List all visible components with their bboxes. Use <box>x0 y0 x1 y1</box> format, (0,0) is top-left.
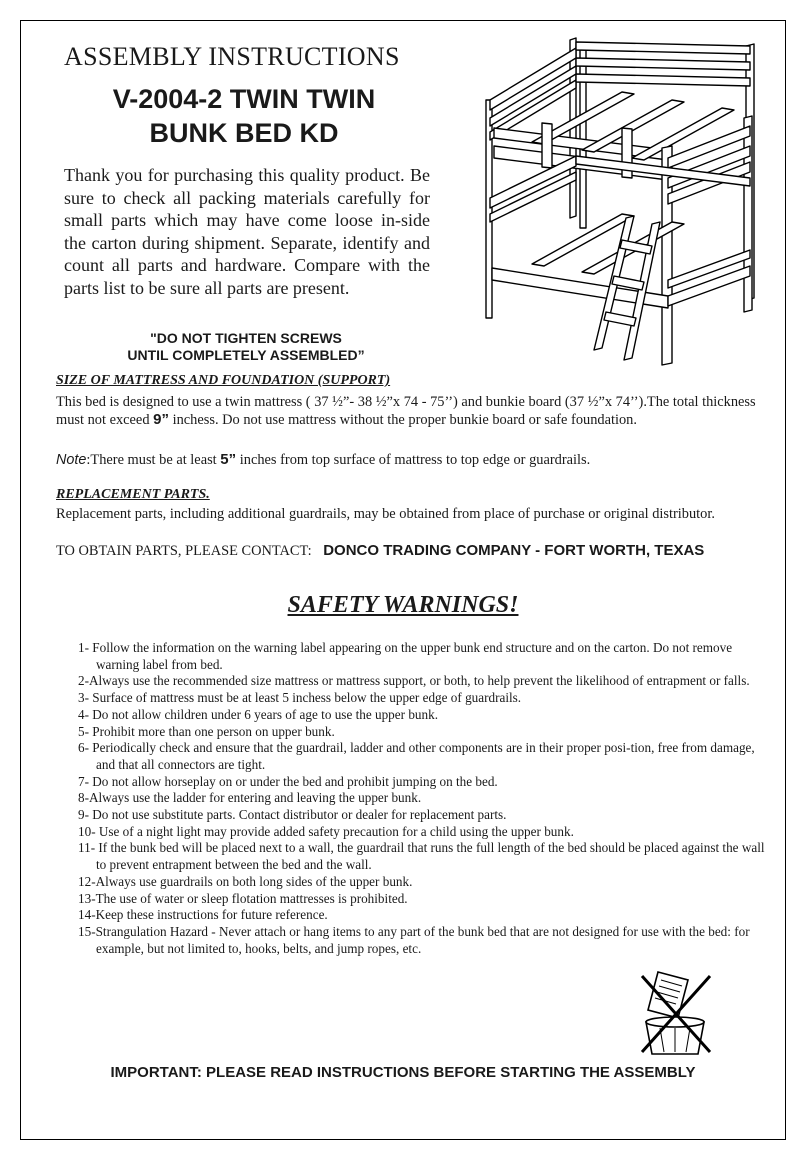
list-item: 12-Always use guardrails on both long sides of the upper bunk. <box>78 873 413 889</box>
list-item: 5- Prohibit more than one person on upper bunk. <box>78 723 335 739</box>
list-item: 14-Keep these instructions for future reference. <box>78 907 328 923</box>
document-title: ASSEMBLY INSTRUCTIONS <box>64 42 400 71</box>
note-text-part1: :There must be at least <box>86 452 217 468</box>
list-item: 4- Do not allow children under 6 years of age to use the upper bunk. <box>78 706 438 722</box>
mattress-text <box>56 394 770 429</box>
mattress-note <box>56 451 770 469</box>
product-name: BUNK BED KD <box>149 118 339 148</box>
intro-paragraph: Thank you for purchasing this quality product. Be sure to check all packing materials carefully for small parts which may have come loose in-side the carton during shipment. Separate, identify and count all parts and hardware. Compare with the parts list to be sure all parts are present. <box>64 165 430 298</box>
max-thickness-value: 9” <box>153 411 169 428</box>
list-item: 10- Use of a night light may provide added safety precaution for a child using the upper bunk. <box>78 823 574 839</box>
contact-value: DONCO TRADING COMPANY - FORT WORTH, TEXAS <box>323 542 705 559</box>
list-item: 3- Surface of mattress must be at least 5 inchess below the upper edge of guardrails. <box>78 690 522 706</box>
list-item: 13-The use of water or sleep flotation mattresses is prohibited. <box>78 890 408 906</box>
mattress-text-part1: This bed is designed to use a twin mattress ( 37 ½”- 38 ½”x 74 - 75’’) and bunkie board (37 ½”x 74’’).The total thickness must not exceed <box>56 394 756 428</box>
contact-line <box>56 542 770 560</box>
screw-notice-line2: UNTIL COMPLETELY ASSEMBLED” <box>127 347 365 363</box>
contact-label: TO OBTAIN PARTS, PLEASE CONTACT: <box>56 543 312 559</box>
list-item: 11- If the bunk bed will be placed next to a wall, the guardrail that runs the full length of the bed should be placed against the wall to prevent entrapment between the bed and the wall. <box>78 840 765 873</box>
important-notice: IMPORTANT: PLEASE READ INSTRUCTIONS BEFORE STARTING THE ASSEMBLY <box>110 1064 696 1081</box>
product-model: V-2004-2 TWIN TWIN <box>112 84 376 114</box>
replacement-text: Replacement parts, including additional guardrails, may be obtained from place of purchase or original distributor. <box>56 506 715 522</box>
list-item: 2-Always use the recommended size mattress or mattress support, or both, to help prevent the likelihood of entrapment or falls. <box>78 673 750 689</box>
product-title <box>64 82 424 150</box>
mattress-text-part2: inchess. Do not use mattress without the proper bunkie board or safe foundation. <box>172 412 637 428</box>
screw-notice-line1: "DO NOT TIGHTEN SCREWS <box>150 330 342 346</box>
list-item: 8-Always use the ladder for entering and leaving the upper bunk. <box>78 790 422 806</box>
replacement-heading: REPLACEMENT PARTS. <box>56 487 210 502</box>
list-item: 1- Follow the information on the warning label appearing on the upper bunk end structure and on the carton. Do not remove warning label from bed. <box>78 640 733 672</box>
safety-warnings-list <box>78 640 768 957</box>
list-item: 9- Do not use substitute parts. Contact distributor or dealer for replacement parts. <box>78 807 507 823</box>
list-item: 7- Do not allow horseplay on or under the bed and prohibit jumping on the bed. <box>78 773 498 789</box>
note-label: Note <box>56 452 87 468</box>
bunk-bed-illustration <box>472 28 772 373</box>
screw-notice <box>66 330 426 364</box>
note-value: 5” <box>220 451 237 468</box>
list-item: 15-Strangulation Hazard - Never attach or hang items to any part of the bunk bed that are not designed for use with the bed: for example, but not limited to, hooks, belts, and jump ropes, etc. <box>78 923 750 956</box>
safety-title: SAFETY WARNINGS! <box>287 592 519 618</box>
note-text-part2: inches from top surface of mattress to top edge or guardrails. <box>239 452 591 468</box>
do-not-discard-icon <box>634 966 716 1058</box>
list-item: 6- Periodically check and ensure that the guardrail, ladder and other components are in their proper posi-tion, free from damage, and that all connectors are tight. <box>78 740 755 772</box>
mattress-heading: SIZE OF MATTRESS AND FOUNDATION (SUPPORT) <box>56 373 391 388</box>
